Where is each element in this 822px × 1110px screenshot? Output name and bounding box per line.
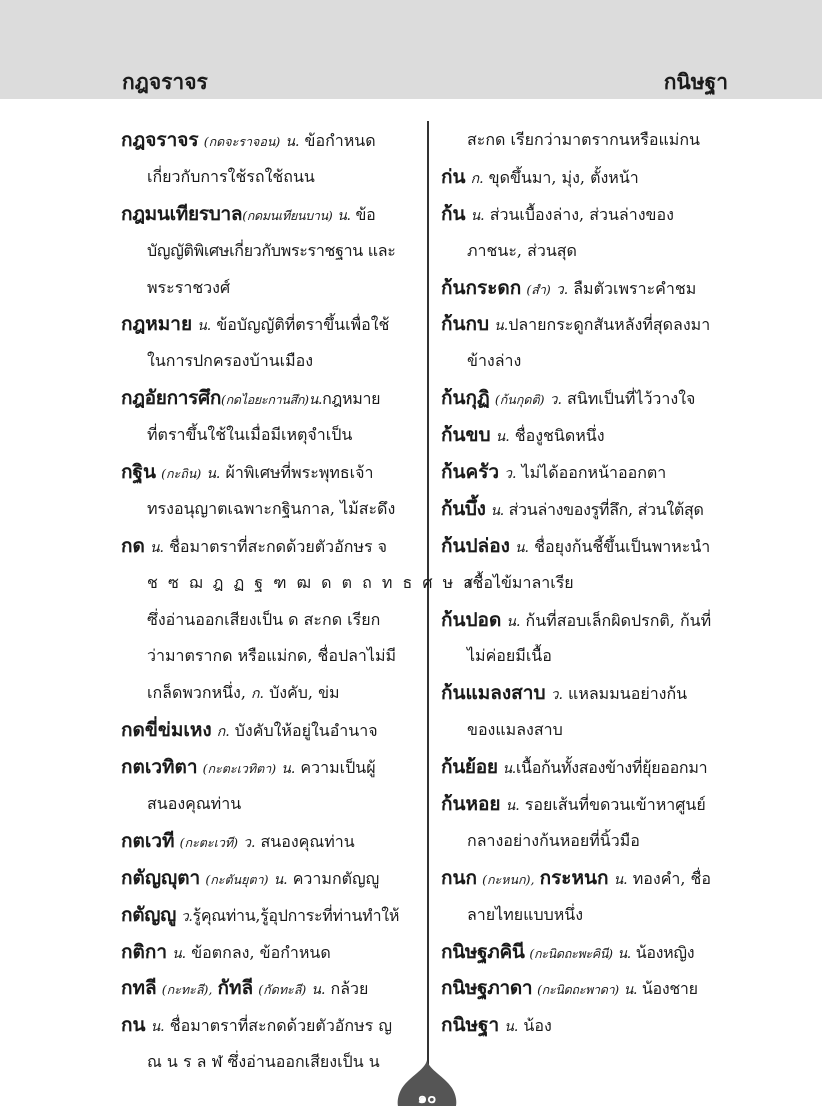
definition: น้อง (523, 1016, 552, 1036)
headword: ก้นครัว (441, 461, 500, 484)
headword: กด (121, 534, 145, 557)
definition: กล้วย (330, 979, 369, 999)
entry-line (121, 638, 412, 675)
definition: เชื้อไข้มาลาเรีย (467, 572, 574, 592)
entry-line (441, 196, 733, 233)
part-of-speech: น. (495, 429, 510, 446)
headword: ก้นขบ (441, 424, 491, 447)
headword: ก้นหอย (441, 793, 501, 816)
entry-line (121, 749, 412, 786)
headword: ก้น (441, 202, 466, 225)
entry-line (121, 897, 412, 934)
entry-line (441, 528, 733, 565)
part-of-speech: น. (504, 1019, 519, 1036)
part-of-speech: น. (514, 539, 530, 556)
definition: ข้อตกลง, ข้อกำหนด (191, 942, 331, 962)
definition: ไม่ค่อยมีเนื้อ (467, 646, 552, 666)
header-first-word: กฎจราจร (122, 70, 208, 94)
headword: ก้นบึ้ง (441, 497, 486, 520)
pronunciation: (ก้นกุดติ) (494, 392, 545, 408)
entry-line (121, 306, 412, 343)
definition: ซึ่งอ่านออกเสียงเป็น ด สะกด เรียก (147, 609, 381, 629)
definition: สนองคุณท่าน (260, 831, 355, 851)
part-of-speech: น. (172, 945, 187, 962)
definition: ข้างล่าง (467, 351, 522, 371)
part-of-speech: น. (273, 871, 288, 888)
headword: กฎหมาย (121, 313, 193, 336)
headword: กตัญญุตา (121, 866, 201, 889)
definition: เกี่ยวกับการใช้รถใช้ถนน (147, 166, 315, 186)
part-of-speech: น. (150, 1019, 165, 1036)
definition: ก้นที่สอบเล็กผิดปรกติ, ก้นที่ (525, 610, 712, 630)
headword-variant: กัทลี (217, 977, 254, 1000)
entry-line (121, 122, 412, 159)
entry-line (121, 970, 412, 1007)
header-last-word: กนิษฐา (663, 70, 728, 94)
definition: แหลมมนอย่างก้น (568, 684, 688, 704)
page-number: ๑๐ (417, 1089, 437, 1107)
part-of-speech: น. (623, 982, 638, 999)
definition: ทรงอนุญาตเฉพาะกฐินกาล, ไม้สะดึง (147, 498, 396, 518)
definition: ข้อ (355, 204, 376, 224)
part-of-speech: น. (311, 982, 326, 999)
definition: ชื่อมาตราที่สะกดด้วยตัวอักษร ญ (169, 1016, 392, 1036)
entry-line (441, 343, 733, 380)
entry-line (121, 159, 412, 196)
definition: ความกตัญญู (292, 868, 380, 888)
part-of-speech: ว. (550, 687, 563, 704)
entry-line (121, 417, 412, 454)
entry-line (121, 270, 412, 307)
pronunciation: (สำ) (526, 281, 551, 297)
entry-line (121, 1007, 412, 1044)
part-of-speech: น. (285, 134, 300, 150)
definition: ในการปกครองบ้านเมือง (147, 351, 314, 371)
part-of-speech: น. (617, 945, 631, 962)
entry-line (441, 860, 733, 897)
headword: กน (121, 1014, 146, 1037)
entry-line (121, 823, 412, 860)
part-of-speech: น. (613, 871, 628, 888)
definition: ส่วนเบื้องล่าง, ส่วนล่างของ (489, 204, 674, 224)
entry-line (121, 380, 412, 417)
definition: ข้อกำหนด (304, 131, 376, 150)
part-of-speech: น. (494, 318, 509, 335)
pronunciation: (กดมนเทียนบาน) (242, 207, 333, 223)
entry-line (441, 712, 733, 749)
headword: กตัญญู (121, 903, 177, 926)
part-of-speech: ก. (216, 724, 230, 741)
part-of-speech: น. (281, 761, 296, 778)
entry-line (441, 565, 733, 602)
entry-line (121, 528, 412, 565)
entry-line (121, 934, 412, 971)
headword: กทลี (121, 977, 157, 1000)
definition: ชื่อมาตราที่สะกดด้วยตัวอักษร จ (169, 536, 388, 556)
definition: ว่ามาตรากด หรือแม่กด, ชื่อปลาไม่มี (147, 646, 397, 666)
definition: ขุดขึ้นมา, มุ่ง, ตั้งหน้า (488, 167, 639, 187)
entry-line (121, 860, 412, 897)
headword: กนิษฐภคินี (441, 940, 525, 963)
definition: เกล็ดพวกหนึ่ง, (147, 683, 246, 703)
definition: น้องชาย (641, 979, 698, 999)
right-column (441, 122, 733, 1044)
part-of-speech: ก. (251, 686, 264, 703)
pronunciation: (กะนิดถะพะคินี) (529, 945, 613, 961)
part-of-speech: น. (505, 798, 520, 815)
definition: ความเป็นผู้ (300, 758, 376, 778)
entry-line (121, 454, 412, 491)
headword: ก้นกระดก (441, 276, 522, 299)
part-of-speech: น. (470, 207, 485, 224)
entry-line (121, 712, 412, 749)
headword: ก้นแมลงสาบ (441, 682, 546, 705)
headword: ก้นกุฏิ (441, 387, 490, 410)
headword: กนิษฐา (441, 1014, 500, 1037)
entry-line (121, 196, 412, 233)
part-of-speech: ว. (243, 834, 256, 851)
headword: กตเวที (121, 829, 175, 852)
headword: กตเวทิตา (121, 756, 198, 779)
entry-line (121, 1044, 412, 1081)
entry-line (121, 565, 476, 602)
definition: ชื่องูชนิดหนึ่ง (514, 426, 605, 446)
entry-line (441, 970, 733, 1007)
definition: เนื้อก้นทั้งสองข้างที่ยุ้ยออกมา (515, 758, 708, 778)
pronunciation: (กัดทะลี) (258, 982, 307, 998)
entry-line (121, 491, 412, 528)
definition: ลายไทยแบบหนึ่ง (467, 904, 584, 924)
pronunciation: (กดจะราจอน) (203, 134, 281, 149)
pronunciation: (กะตะเวทิตา) (202, 761, 277, 777)
definition: ชื่อยุงก้นชี้ขึ้นเป็นพาหะนำ (534, 536, 711, 556)
part-of-speech: น. (197, 318, 212, 335)
definition: พระราชวงศ์ (147, 277, 231, 297)
entry-line (441, 1007, 733, 1044)
part-of-speech: น. (308, 392, 323, 409)
definition: สะกด เรียกว่ามาตรากนหรือแม่กน (467, 130, 700, 149)
headword: กฐิน (121, 461, 156, 484)
definition: สนองคุณท่าน (147, 794, 242, 814)
entry-line (441, 122, 733, 159)
definition: กลางอย่างก้นหอยที่นิ้วมือ (467, 830, 640, 850)
entry-line (441, 454, 733, 491)
part-of-speech: น. (337, 207, 351, 224)
entry-line (441, 233, 733, 270)
entry-line (441, 934, 733, 971)
headword: กนก (441, 866, 477, 889)
definition: ที่ตราขึ้นใช้ในเมื่อมีเหตุจำเป็น (147, 425, 353, 445)
headword: กฎอัยการศึก (121, 387, 222, 410)
headword: กดขี่ข่มเหง (121, 719, 212, 742)
headword: ก้นย้อย (441, 756, 498, 779)
part-of-speech: ว. (549, 392, 562, 409)
headword: กนิษฐภาดา (441, 977, 533, 1000)
entry-line (121, 233, 412, 270)
entry-line (121, 675, 412, 712)
entry-line (441, 897, 733, 934)
part-of-speech: ว. (504, 466, 517, 483)
entry-line (441, 270, 733, 307)
definition: ลืมตัวเพราะคำชม (573, 278, 697, 298)
headword: กติกา (121, 940, 168, 963)
headword: ก้นปล่อง (441, 534, 510, 557)
headword: กฎจราจร (121, 129, 199, 151)
part-of-speech: น. (490, 502, 504, 519)
definition: ส่วนล่างของรูที่ลึก, ส่วนใต้สุด (508, 499, 704, 519)
definition: รอยเส้นที่ขดวนเข้าหาศูนย์ (524, 795, 706, 815)
definition: บังคับให้อยู่ในอำนาจ (234, 721, 378, 741)
pronunciation: (กะทะลี), (161, 982, 213, 998)
pronunciation: (กะหนก), (482, 871, 535, 887)
definition: ของแมลงสาบ (467, 720, 563, 740)
page-header (0, 0, 822, 99)
headword-variant: กระหนก (539, 866, 609, 889)
definition: ไม่ได้ออกหน้าออกตา (521, 463, 667, 483)
entry-line (441, 380, 733, 417)
part-of-speech: ก. (470, 170, 484, 187)
headword: ก่น (441, 165, 466, 188)
definition: ผ้าพิเศษที่พระพุทธเจ้า (225, 463, 374, 483)
page-number-badge (396, 1060, 458, 1106)
entry-line (441, 786, 733, 823)
part-of-speech: น. (502, 761, 516, 778)
entry-line (441, 675, 733, 712)
entry-line (441, 159, 733, 196)
entry-line (121, 602, 412, 639)
definition: บัญญัติพิเศษเกี่ยวกับพระราชฐาน และ (147, 240, 396, 260)
entry-line (441, 823, 733, 860)
entry-line (441, 749, 733, 786)
headword: ก้นปอด (441, 608, 502, 631)
entry-line (441, 417, 733, 454)
definition: ปลายกระดูกสันหลังที่สุดลงมา (508, 315, 711, 335)
part-of-speech: น. (206, 466, 221, 483)
headword: กฎมนเทียรบาล (121, 202, 243, 225)
pronunciation: (กะถิน) (161, 466, 202, 482)
definition: สนิทเป็นที่ไว้วางใจ (567, 389, 696, 409)
part-of-speech: น. (149, 539, 164, 556)
definition: ทองคำ, ชื่อ (632, 868, 712, 888)
part-of-speech: น. (506, 613, 521, 630)
definition: รู้คุณท่าน,รู้อุปการะที่ท่านทำให้ (192, 905, 400, 925)
entry-line (121, 786, 412, 823)
definition: ช ซ ฌ ฎ ฏ ฐ ฑ ฒ ด ต ถ ท ธ ศ ษ ส (147, 572, 476, 592)
definition: บังคับ, ข่ม (269, 683, 340, 703)
entry-line (441, 638, 733, 675)
definition: ณ น ร ล ฬ ซึ่งอ่านออกเสียงเป็น น (147, 1052, 380, 1072)
headword: ก้นกบ (441, 313, 490, 336)
definition: น้องหญิง (635, 942, 695, 962)
entry-line (441, 306, 733, 343)
pronunciation: (กะนิดถะพาดา) (537, 982, 619, 998)
part-of-speech: ว. (180, 908, 193, 925)
pronunciation: (กดไอยะกานสึก) (221, 392, 309, 408)
definition: กฎหมาย (322, 389, 381, 409)
entry-line (441, 491, 733, 528)
pronunciation: (กะตะเวที) (179, 834, 239, 850)
definition: ภาชนะ, ส่วนสุด (467, 240, 577, 260)
pronunciation: (กะตันยุตา) (205, 871, 269, 887)
part-of-speech: ว. (555, 281, 569, 298)
entry-line (121, 343, 412, 380)
definition: ข้อบัญญัติที่ตราขึ้นเพื่อใช้ (216, 315, 390, 335)
entry-line (441, 602, 733, 639)
